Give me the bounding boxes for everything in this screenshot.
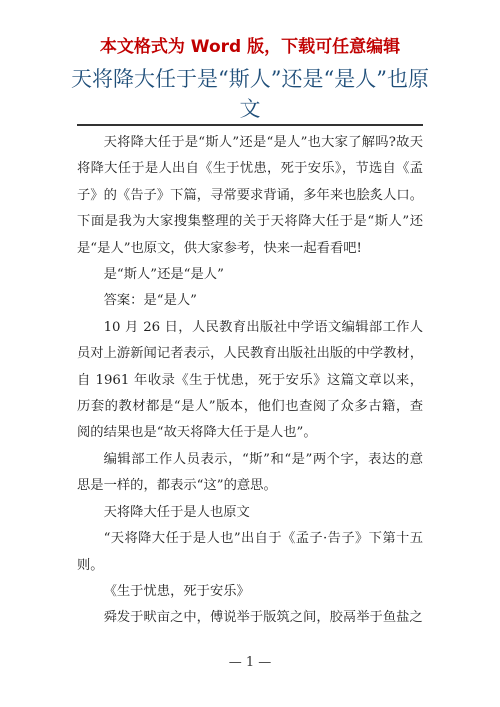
answer-line: 答案：是“是人” (103, 293, 197, 309)
title-divider (77, 124, 423, 126)
news-paragraph: 10 月 26 日，人民教育出版社中学语文编辑部工作人员对上游新闻记者表示，人民教育出版社出版的中学教材，自 1961 年收录《生于忧患，死于安乐》这篇文章以来，历套的教材都是“是人”版本，他们也查阅了众多古籍，查阅的结果也是“故天将降大任于是人也”。 (77, 319, 423, 441)
download-banner: 本文格式为 Word 版，下载可任意编辑 (99, 37, 401, 57)
question-line: 是“斯人”还是“是人” (103, 267, 224, 283)
intro-paragraph: 天将降大任于是“斯人”还是“是人”也大家了解吗?故天将降大任于是人出自《生于忧患，死于安乐》，节选自《孟子》的《告子》下篇，寻常要求背诵，多年来也脍炙人口。下面是我为大家搜集整理的关于天将降大任于是“斯人”还是“是人”也原文，供大家参考，快来一起看看吧! (77, 135, 423, 256)
document-body (77, 130, 423, 632)
editor-paragraph: 编辑部工作人员表示，“斯”和“是”两个字，表达的意思是一样的，都表示“这”的意思。 (77, 451, 423, 494)
section-heading: 天将降大任于是人也原文 (103, 504, 250, 520)
essay-text: 舜发于畎亩之中，傅说举于版筑之间，胶鬲举于鱼盐之 (103, 610, 423, 626)
page-number: — 1 — (228, 655, 272, 670)
document-title: 天将降大任于是“斯人”还是“是人”也原文 (71, 67, 429, 121)
source-paragraph: “天将降大任于是人也”出自于《孟子·告子》下第十五则。 (77, 531, 423, 573)
essay-title: 《生于忧患，死于安乐》 (103, 583, 250, 599)
